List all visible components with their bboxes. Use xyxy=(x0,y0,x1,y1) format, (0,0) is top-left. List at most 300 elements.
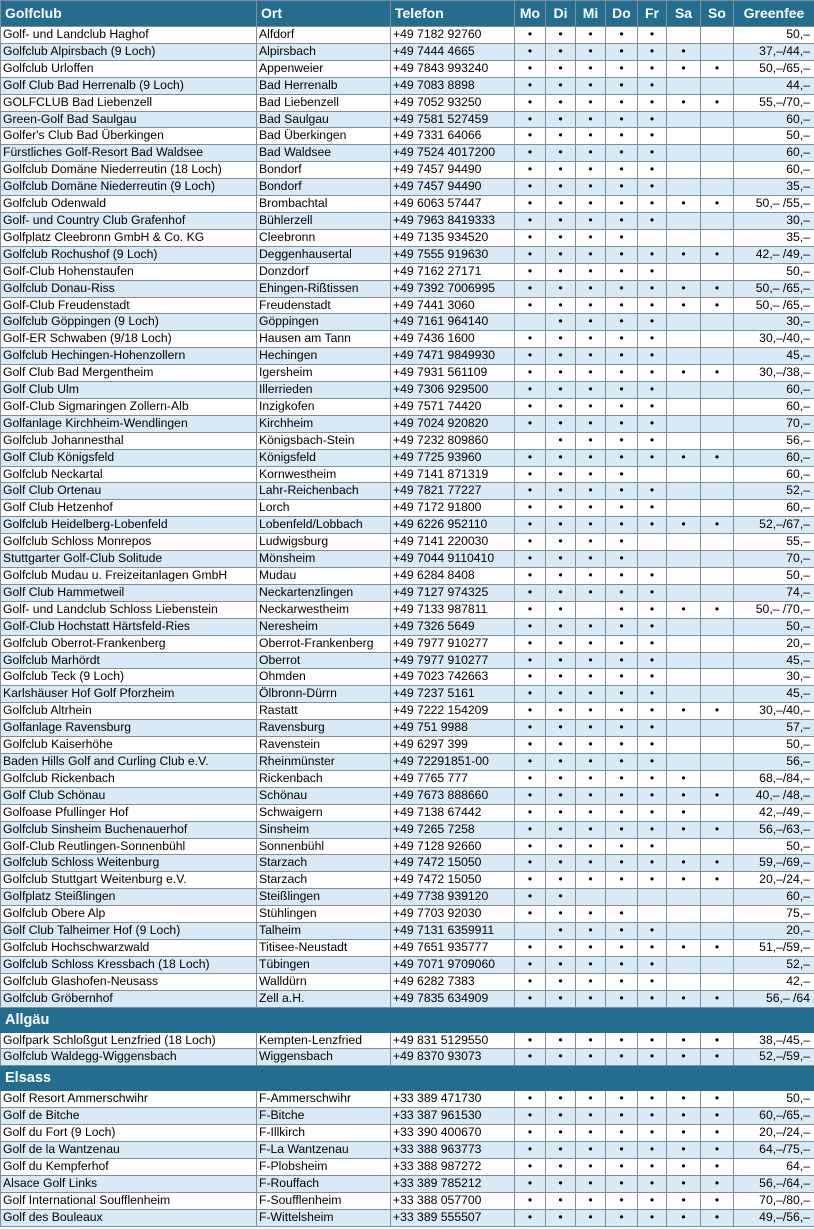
cell-day-sa: • xyxy=(667,1091,701,1108)
cell-day-di: • xyxy=(546,43,576,60)
cell-ort: Igersheim xyxy=(257,365,391,382)
cell-greenfee: 35,– xyxy=(734,229,814,246)
cell-day-fr: • xyxy=(638,652,667,669)
cell-ort: Ravenstein xyxy=(257,737,391,754)
cell-day-di: • xyxy=(546,1192,576,1209)
cell-day-so: • xyxy=(701,1049,734,1066)
cell-day-do: • xyxy=(606,551,638,568)
cell-greenfee: 55,– xyxy=(734,534,814,551)
cell-greenfee: 51,–/59,– xyxy=(734,939,814,956)
cell-golfclub: Stuttgarter Golf-Club Solitude xyxy=(1,551,257,568)
cell-ort: Lorch xyxy=(257,500,391,517)
cell-day-di: • xyxy=(546,145,576,162)
cell-day-mo: • xyxy=(515,1091,546,1108)
table-row xyxy=(1,365,814,382)
cell-day-do: • xyxy=(606,872,638,889)
table-row xyxy=(1,652,814,669)
cell-greenfee: 30,–/40,– xyxy=(734,331,814,348)
table-row xyxy=(1,43,814,60)
cell-day-mo: • xyxy=(515,466,546,483)
cell-day-do: • xyxy=(606,60,638,77)
cell-ort: Alpirsbach xyxy=(257,43,391,60)
cell-ort: Brombachtal xyxy=(257,196,391,213)
cell-ort: Schönau xyxy=(257,787,391,804)
cell-day-mi xyxy=(576,889,606,906)
table-row xyxy=(1,27,814,44)
cell-telefon: +49 7977 910277 xyxy=(391,635,515,652)
cell-golfclub: Golf- und Landclub Haghof xyxy=(1,27,257,44)
table-row xyxy=(1,737,814,754)
cell-day-di: • xyxy=(546,838,576,855)
cell-telefon: +49 7651 935777 xyxy=(391,939,515,956)
cell-golfclub: Golf Club Bad Mergentheim xyxy=(1,365,257,382)
cell-day-mo: • xyxy=(515,753,546,770)
cell-telefon: +49 6063 57447 xyxy=(391,196,515,213)
cell-day-sa: • xyxy=(667,1049,701,1066)
cell-day-fr: • xyxy=(638,449,667,466)
table-row xyxy=(1,280,814,297)
cell-ort: Starzach xyxy=(257,855,391,872)
cell-day-mi: • xyxy=(576,872,606,889)
cell-day-di: • xyxy=(546,94,576,111)
cell-ort: Zell a.H. xyxy=(257,990,391,1007)
cell-day-mi: • xyxy=(576,906,606,923)
cell-day-do: • xyxy=(606,669,638,686)
cell-golfclub: Golfclub Donau-Riss xyxy=(1,280,257,297)
cell-day-so: • xyxy=(701,1142,734,1159)
cell-golfclub: Golfclub Kaiserhöhe xyxy=(1,737,257,754)
cell-day-sa: • xyxy=(667,1032,701,1049)
cell-day-di: • xyxy=(546,584,576,601)
cell-golfclub: Golfanlage Kirchheim-Wendlingen xyxy=(1,415,257,432)
cell-greenfee: 42,–/49,– xyxy=(734,804,814,821)
cell-day-do: • xyxy=(606,162,638,179)
cell-day-do: • xyxy=(606,635,638,652)
cell-day-fr: • xyxy=(638,145,667,162)
cell-telefon: +49 7161 964140 xyxy=(391,314,515,331)
table-row xyxy=(1,1049,814,1066)
cell-day-fr: • xyxy=(638,770,667,787)
cell-day-fr: • xyxy=(638,973,667,990)
cell-day-so xyxy=(701,652,734,669)
cell-ort: Neresheim xyxy=(257,618,391,635)
cell-day-mi: • xyxy=(576,348,606,365)
table-row xyxy=(1,686,814,703)
cell-golfclub: Golfclub Urloffen xyxy=(1,60,257,77)
cell-ort: Talheim xyxy=(257,923,391,940)
cell-day-di: • xyxy=(546,331,576,348)
cell-telefon: +49 7024 920820 xyxy=(391,415,515,432)
cell-greenfee: 60,– xyxy=(734,382,814,399)
cell-day-fr: • xyxy=(638,635,667,652)
cell-ort: Tübingen xyxy=(257,956,391,973)
cell-day-do: • xyxy=(606,601,638,618)
cell-ort: F-Soufflenheim xyxy=(257,1192,391,1209)
cell-day-fr: • xyxy=(638,263,667,280)
cell-day-mo: • xyxy=(515,1192,546,1209)
cell-day-fr: • xyxy=(638,382,667,399)
cell-telefon: +49 7306 929500 xyxy=(391,382,515,399)
cell-day-mo: • xyxy=(515,27,546,44)
cell-day-so xyxy=(701,314,734,331)
cell-day-mo: • xyxy=(515,500,546,517)
table-row xyxy=(1,432,814,449)
cell-day-so xyxy=(701,43,734,60)
cell-day-do: • xyxy=(606,466,638,483)
cell-day-di: • xyxy=(546,77,576,94)
cell-day-do: • xyxy=(606,1091,638,1108)
cell-telefon: +49 7457 94490 xyxy=(391,179,515,196)
cell-telefon: +49 7571 74420 xyxy=(391,398,515,415)
cell-greenfee: 64,–/75,– xyxy=(734,1142,814,1159)
cell-telefon: +49 8370 93073 xyxy=(391,1049,515,1066)
cell-greenfee: 40,– /48,– xyxy=(734,787,814,804)
cell-day-sa: • xyxy=(667,601,701,618)
cell-telefon: +49 831 5129550 xyxy=(391,1032,515,1049)
cell-day-do: • xyxy=(606,77,638,94)
cell-golfclub: Golfclub Schloss Kressbach (18 Loch) xyxy=(1,956,257,973)
cell-ort: Inzigkofen xyxy=(257,398,391,415)
cell-day-sa xyxy=(667,753,701,770)
cell-ort: F-Wittelsheim xyxy=(257,1209,391,1226)
cell-golfclub: Golfclub Odenwald xyxy=(1,196,257,213)
cell-day-so xyxy=(701,263,734,280)
cell-telefon: +49 7472 15050 xyxy=(391,872,515,889)
cell-ort: Hausen am Tann xyxy=(257,331,391,348)
cell-greenfee: 50,–/65,– xyxy=(734,60,814,77)
cell-greenfee: 20,–/24,– xyxy=(734,872,814,889)
cell-golfclub: Golf-Club Freudenstadt xyxy=(1,297,257,314)
table-row xyxy=(1,1142,814,1159)
cell-greenfee: 50,– /70,– xyxy=(734,601,814,618)
cell-day-di: • xyxy=(546,872,576,889)
cell-day-mi: • xyxy=(576,314,606,331)
cell-day-mo: • xyxy=(515,1209,546,1226)
cell-greenfee: 70,– xyxy=(734,551,814,568)
cell-greenfee: 52,–/67,– xyxy=(734,517,814,534)
cell-day-fr: • xyxy=(638,415,667,432)
cell-ort: F-Plobsheim xyxy=(257,1159,391,1176)
cell-day-fr: • xyxy=(638,669,667,686)
cell-greenfee: 75,– xyxy=(734,906,814,923)
cell-telefon: +49 7237 5161 xyxy=(391,686,515,703)
cell-day-sa: • xyxy=(667,1125,701,1142)
cell-greenfee: 60,–/65,– xyxy=(734,1108,814,1125)
cell-day-sa: • xyxy=(667,1192,701,1209)
cell-day-fr: • xyxy=(638,753,667,770)
cell-day-fr: • xyxy=(638,60,667,77)
cell-day-mo: • xyxy=(515,60,546,77)
cell-day-di: • xyxy=(546,415,576,432)
cell-ort: Sonnenbühl xyxy=(257,838,391,855)
cell-day-sa xyxy=(667,551,701,568)
cell-day-di: • xyxy=(546,568,576,585)
cell-day-sa xyxy=(667,398,701,415)
cell-day-mo: • xyxy=(515,263,546,280)
cell-telefon: +49 7765 777 xyxy=(391,770,515,787)
cell-ort: Bondorf xyxy=(257,179,391,196)
cell-day-so xyxy=(701,27,734,44)
cell-day-mo: • xyxy=(515,483,546,500)
table-row xyxy=(1,111,814,128)
cell-day-so xyxy=(701,128,734,145)
cell-telefon: +49 7441 3060 xyxy=(391,297,515,314)
cell-day-mi: • xyxy=(576,1032,606,1049)
cell-telefon: +33 387 961530 xyxy=(391,1108,515,1125)
cell-day-fr: • xyxy=(638,246,667,263)
table-row xyxy=(1,128,814,145)
cell-ort: Alfdorf xyxy=(257,27,391,44)
cell-day-do: • xyxy=(606,838,638,855)
cell-telefon: +49 7524 4017200 xyxy=(391,145,515,162)
cell-day-fr: • xyxy=(638,162,667,179)
cell-ort: Bad Herrenalb xyxy=(257,77,391,94)
cell-greenfee: 45,– xyxy=(734,686,814,703)
cell-day-di: • xyxy=(546,162,576,179)
section-header xyxy=(1,1007,814,1032)
cell-ort: Steißlingen xyxy=(257,889,391,906)
table-row xyxy=(1,804,814,821)
cell-day-so: • xyxy=(701,872,734,889)
cell-day-mo: • xyxy=(515,889,546,906)
table-row xyxy=(1,145,814,162)
cell-day-do: • xyxy=(606,196,638,213)
cell-day-mi: • xyxy=(576,43,606,60)
cell-day-do: • xyxy=(606,483,638,500)
cell-day-di: • xyxy=(546,720,576,737)
cell-telefon: +49 7135 934520 xyxy=(391,229,515,246)
cell-day-so: • xyxy=(701,246,734,263)
cell-day-di: • xyxy=(546,787,576,804)
cell-day-di: • xyxy=(546,500,576,517)
cell-ort: Ölbronn-Dürrn xyxy=(257,686,391,703)
cell-day-di: • xyxy=(546,263,576,280)
cell-day-di: • xyxy=(546,382,576,399)
cell-day-mi: • xyxy=(576,145,606,162)
cell-day-do: • xyxy=(606,449,638,466)
cell-day-sa xyxy=(667,466,701,483)
cell-day-mo: • xyxy=(515,551,546,568)
cell-day-di: • xyxy=(546,939,576,956)
cell-ort: Kirchheim xyxy=(257,415,391,432)
cell-day-fr xyxy=(638,551,667,568)
cell-day-sa: • xyxy=(667,365,701,382)
table-row xyxy=(1,483,814,500)
cell-day-do: • xyxy=(606,432,638,449)
cell-greenfee: 52,–/59,– xyxy=(734,1049,814,1066)
cell-day-so: • xyxy=(701,1192,734,1209)
cell-telefon: +49 7172 91800 xyxy=(391,500,515,517)
cell-day-mo: • xyxy=(515,804,546,821)
cell-day-do: • xyxy=(606,855,638,872)
cell-day-so xyxy=(701,753,734,770)
section-title: Elsass xyxy=(1,1066,814,1091)
cell-day-di: • xyxy=(546,534,576,551)
header-row xyxy=(1,1,814,27)
cell-day-di: • xyxy=(546,483,576,500)
cell-greenfee: 50,– xyxy=(734,737,814,754)
cell-day-so xyxy=(701,483,734,500)
cell-day-mi: • xyxy=(576,1175,606,1192)
cell-day-mo: • xyxy=(515,415,546,432)
cell-day-so: • xyxy=(701,1032,734,1049)
header-do: Do xyxy=(606,1,638,27)
cell-day-so xyxy=(701,838,734,855)
table-row xyxy=(1,1108,814,1125)
cell-day-mo: • xyxy=(515,635,546,652)
cell-day-di: • xyxy=(546,990,576,1007)
cell-ort: Bühlerzell xyxy=(257,212,391,229)
cell-day-fr xyxy=(638,906,667,923)
cell-day-sa: • xyxy=(667,196,701,213)
cell-day-do: • xyxy=(606,990,638,1007)
cell-day-sa: • xyxy=(667,449,701,466)
cell-greenfee: 50,– xyxy=(734,568,814,585)
cell-golfclub: Golfclub Domäne Niederreutin (9 Loch) xyxy=(1,179,257,196)
cell-day-mo: • xyxy=(515,669,546,686)
cell-day-di: • xyxy=(546,1049,576,1066)
cell-day-sa xyxy=(667,179,701,196)
cell-day-so xyxy=(701,348,734,365)
cell-day-mi: • xyxy=(576,229,606,246)
cell-day-mi: • xyxy=(576,618,606,635)
cell-golfclub: Golfpark Schloßgut Lenzfried (18 Loch) xyxy=(1,1032,257,1049)
cell-golfclub: Golfclub Marhördt xyxy=(1,652,257,669)
cell-day-so: • xyxy=(701,601,734,618)
cell-telefon: +49 7977 910277 xyxy=(391,652,515,669)
table-row xyxy=(1,872,814,889)
header-sa: Sa xyxy=(667,1,701,27)
cell-day-sa: • xyxy=(667,297,701,314)
cell-day-sa xyxy=(667,669,701,686)
cell-day-sa: • xyxy=(667,770,701,787)
cell-day-mi: • xyxy=(576,60,606,77)
cell-day-di: • xyxy=(546,280,576,297)
cell-telefon: +49 7581 527459 xyxy=(391,111,515,128)
cell-ort: F-Ammerschwihr xyxy=(257,1091,391,1108)
cell-day-do: • xyxy=(606,500,638,517)
cell-ort: Deggenhausertal xyxy=(257,246,391,263)
cell-day-di: • xyxy=(546,753,576,770)
cell-day-sa xyxy=(667,162,701,179)
cell-day-sa: • xyxy=(667,43,701,60)
cell-day-di: • xyxy=(546,212,576,229)
cell-day-do: • xyxy=(606,1108,638,1125)
cell-ort: Hechingen xyxy=(257,348,391,365)
cell-telefon: +49 7436 1600 xyxy=(391,331,515,348)
cell-day-fr: • xyxy=(638,618,667,635)
cell-day-fr: • xyxy=(638,601,667,618)
cell-day-fr: • xyxy=(638,1175,667,1192)
cell-day-mi: • xyxy=(576,432,606,449)
table-row xyxy=(1,618,814,635)
cell-day-do: • xyxy=(606,398,638,415)
cell-ort: Rastatt xyxy=(257,703,391,720)
cell-golfclub: Golf du Fort (9 Loch) xyxy=(1,1125,257,1142)
cell-day-fr: • xyxy=(638,348,667,365)
cell-golfclub: Golfclub Hochschwarzwald xyxy=(1,939,257,956)
cell-day-mo: • xyxy=(515,449,546,466)
cell-day-fr: • xyxy=(638,1108,667,1125)
cell-day-di: • xyxy=(546,517,576,534)
cell-day-so xyxy=(701,466,734,483)
cell-telefon: +49 7162 27171 xyxy=(391,263,515,280)
cell-greenfee: 55,–/70,– xyxy=(734,94,814,111)
header-greenfee: Greenfee xyxy=(734,1,814,27)
cell-day-mi: • xyxy=(576,27,606,44)
cell-day-mi: • xyxy=(576,382,606,399)
cell-day-mi: • xyxy=(576,365,606,382)
cell-golfclub: Golfplatz Cleebronn GmbH & Co. KG xyxy=(1,229,257,246)
cell-day-do: • xyxy=(606,1049,638,1066)
cell-day-fr: • xyxy=(638,1091,667,1108)
cell-day-do: • xyxy=(606,956,638,973)
cell-ort: Bad Saulgau xyxy=(257,111,391,128)
cell-day-mo: • xyxy=(515,787,546,804)
cell-day-sa xyxy=(667,534,701,551)
table-row xyxy=(1,906,814,923)
cell-greenfee: 64,– xyxy=(734,1159,814,1176)
cell-day-mo: • xyxy=(515,703,546,720)
cell-golfclub: Golfclub Obere Alp xyxy=(1,906,257,923)
cell-day-so xyxy=(701,956,734,973)
cell-day-sa xyxy=(667,77,701,94)
cell-day-do: • xyxy=(606,331,638,348)
cell-telefon: +49 7023 742663 xyxy=(391,669,515,686)
cell-greenfee: 56,–/64,– xyxy=(734,1175,814,1192)
cell-day-so: • xyxy=(701,990,734,1007)
cell-day-sa xyxy=(667,128,701,145)
cell-ort: Neckarwestheim xyxy=(257,601,391,618)
cell-day-do: • xyxy=(606,568,638,585)
cell-day-mo: • xyxy=(515,990,546,1007)
cell-telefon: +49 7331 64066 xyxy=(391,128,515,145)
cell-day-mi: • xyxy=(576,1091,606,1108)
cell-greenfee: 56,– xyxy=(734,753,814,770)
cell-ort: F-La Wantzenau xyxy=(257,1142,391,1159)
cell-day-di: • xyxy=(546,635,576,652)
cell-day-mo: • xyxy=(515,77,546,94)
cell-golfclub: Fürstliches Golf-Resort Bad Waldsee xyxy=(1,145,257,162)
cell-day-do: • xyxy=(606,770,638,787)
cell-day-fr: • xyxy=(638,432,667,449)
cell-telefon: +49 7471 9849930 xyxy=(391,348,515,365)
cell-day-do: • xyxy=(606,365,638,382)
cell-day-di: • xyxy=(546,737,576,754)
table-row xyxy=(1,568,814,585)
cell-day-fr: • xyxy=(638,838,667,855)
cell-telefon: +49 7265 7258 xyxy=(391,821,515,838)
cell-day-mo: • xyxy=(515,568,546,585)
cell-day-sa xyxy=(667,111,701,128)
cell-telefon: +49 7457 94490 xyxy=(391,162,515,179)
cell-telefon: +49 7673 888660 xyxy=(391,787,515,804)
cell-day-fr: • xyxy=(638,331,667,348)
cell-greenfee: 70,–/80,– xyxy=(734,1192,814,1209)
cell-golfclub: Golf Club Talheimer Hof (9 Loch) xyxy=(1,923,257,940)
cell-day-mo: • xyxy=(515,196,546,213)
cell-golfclub: Golfclub Oberrot-Frankenberg xyxy=(1,635,257,652)
cell-day-do: • xyxy=(606,145,638,162)
cell-greenfee: 56,–/63,– xyxy=(734,821,814,838)
cell-day-so xyxy=(701,145,734,162)
cell-day-di: • xyxy=(546,229,576,246)
cell-day-fr: • xyxy=(638,804,667,821)
cell-telefon: +49 7044 9110410 xyxy=(391,551,515,568)
cell-day-fr: • xyxy=(638,1049,667,1066)
cell-golfclub: Golf-Club Hohenstaufen xyxy=(1,263,257,280)
cell-day-di: • xyxy=(546,128,576,145)
